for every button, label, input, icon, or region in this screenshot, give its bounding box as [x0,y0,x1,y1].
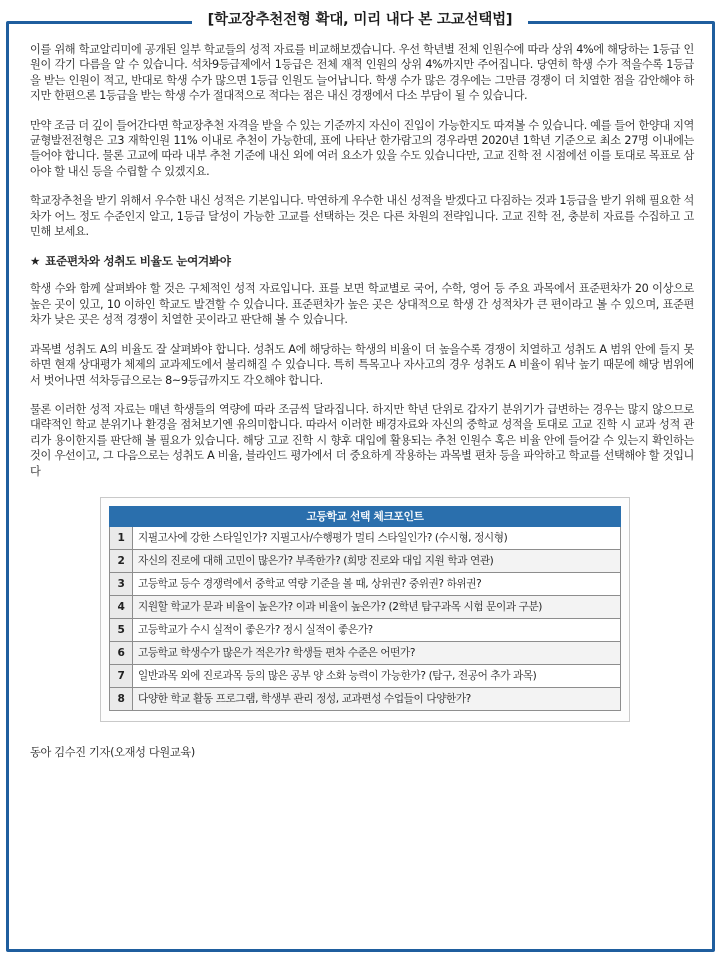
checklist-row [110,572,621,595]
checklist-table [109,506,621,711]
checklist-row-number: 2 [110,549,133,572]
title-bar [0,8,720,29]
checklist-row [110,526,621,549]
checklist-row [110,549,621,572]
checklist-row-number: 8 [110,687,133,710]
checklist-row-number: 1 [110,526,133,549]
checklist-row [110,618,621,641]
article-body [30,42,694,760]
checklist-row-text: 일반과목 외에 진로과목 등의 많은 공부 양 소화 능력이 가능한가? (탐구, 전공어 추가 과목) [133,664,621,687]
checklist-row-text: 고등학교가 수시 실적이 좋은가? 정시 실적이 좋은가? [133,618,621,641]
section-heading [30,253,694,269]
checklist-row-number: 3 [110,572,133,595]
checklist-row-number: 7 [110,664,133,687]
paragraph: 과목별 성취도 A의 비율도 잘 살펴봐야 합니다. 성취도 A에 해당하는 학생의 비율이 더 높을수록 경쟁이 치열하고 성취도 A 범위 안에 들지 못하면 현재 상대평가 체제의 교과제도에서 불리해질 수 있습니다. 특히 특목고나 자사고의 경우 성취도 A 비율이 워낙 높기 때문에 해당 범위에서 벗어나면 석차등급으로는 8~9등급까지도 각오해야 합니다. [30,342,694,387]
checklist-row [110,641,621,664]
checklist-row-number: 4 [110,595,133,618]
checklist-row-text: 지필고사에 강한 스타일인가? 지필고사/수행평가 멀티 스타일인가? (수시형, 정시형) [133,526,621,549]
section-heading-text: 표준편차와 성취도 비율도 눈여겨봐야 [45,254,231,269]
paragraph: 학생 수와 함께 살펴봐야 할 것은 구체적인 성적 자료입니다. 표를 보면 학교별로 국어, 수학, 영어 등 주요 과목에서 표준편차가 20 이상으로 높은 곳이 있고, 10 이하인 학교도 발견할 수 있습니다. 표준편차가 높은 곳은 상대적으로 학생 간 성적차가 큰 편이라고 볼 수 있으며, 표준편차가 낮은 곳은 성적 경쟁이 치열한 곳이라고 판단해 볼 수 있습니다. [30,282,694,327]
star-icon: ★ [30,254,41,269]
checklist-row [110,664,621,687]
checklist-header-row [110,506,621,526]
checklist-table-box [100,497,630,722]
checklist-row-text: 자신의 진로에 대해 고민이 많은가? 부족한가? (희망 진로와 대입 지원 학과 연관) [133,549,621,572]
checklist-body [110,526,621,710]
checklist-row [110,595,621,618]
byline: 동아 김수진 기자(오재성 다원교육) [30,745,195,759]
checklist-row [110,687,621,710]
checklist-row-text: 다양한 학교 활동 프로그램, 학생부 관리 정성, 교과편성 수업들이 다양한가? [133,687,621,710]
checklist-row-text: 지원할 학교가 문과 비율이 높은가? 이과 비율이 높은가? (2학년 탐구과목 시험 문이과 구분) [133,595,621,618]
checklist-row-text: 고등학교 등수 경쟁력에서 중학교 역량 기준을 볼 때, 상위권? 중위권? 하위권? [133,572,621,595]
checklist-row-number: 5 [110,618,133,641]
checklist-row-text: 고등학교 학생수가 많은가 적은가? 학생들 편차 수준은 어떤가? [133,641,621,664]
article-title: [학교장추천전형 확대, 미리 내다 본 고교선택법] [192,8,529,29]
paragraph: 학교장추천을 받기 위해서 우수한 내신 성적은 기본입니다. 막연하게 우수한 내신 성적을 받겠다고 다짐하는 것과 1등급을 받기 위해 필요한 석차가 어느 정도 수준인지 알고, 1등급 달성이 가능한 고교를 선택하는 것은 다른 차원의 전략입니다. 고교 진학 전, 충분히 자료를 수집하고 고민해 보세요. [30,194,694,239]
checklist-header: 고등학교 선택 체크포인트 [110,506,621,526]
paragraph: 물론 이러한 성적 자료는 매년 학생들의 역량에 따라 조금씩 달라집니다. 하지만 학년 단위로 갑자기 분위기가 급변하는 경우는 많지 않으므로 대략적인 학교 분위기나 환경을 점쳐보기엔 유의미합니다. 따라서 이러한 배경자료와 자신의 중학교 성적을 토대로 고교 진학 시 교과 성적 관리가 용이한지를 판단해 볼 필요가 있습니다. 해당 고교 진학 시 향후 대입에 활용되는 추천 인원수 혹은 비율 안에 들어갈 수 있는지 확인하는 것이 우선이고, 그 다음으로는 성취도 A 비율, 블라인드 평가에서 더 중요하게 작용하는 과목별 편차 등을 파악하고 학교를 선택해야 할 것입니다 [30,402,694,478]
paragraph: 이를 위해 학교알리미에 공개된 일부 학교들의 성적 자료를 비교해보겠습니다. 우선 학년별 전체 인원수에 따라 상위 4%에 해당하는 1등급 인원이 각기 다름을 알 수 있습니다. 석차9등급제에서 1등급은 전체 재적 인원의 상위 4%까지만 주어집니다. 당연히 학생 수가 적을수록 1등급을 받는 인원이 적고, 반대로 학생 수가 많으면 1등급 인원도 늘어납니다. 학생 수가 많은 경우에는 그만큼 경쟁이 더 치열한 점을 감안해야 하지만 한편으론 1등급을 받는 학생 수가 절대적으로 적다는 점은 내신 경쟁에서 다소 부담이 될 수 있습니다. [30,43,694,103]
checklist-row-number: 6 [110,641,133,664]
paragraph: 만약 조금 더 깊이 들어간다면 학교장추천 자격을 받을 수 있는 기준까지 자신이 진입이 가능한지도 따져볼 수 있습니다. 예를 들어 한양대 지역균형발전전형은 고3 재학인원 11% 이내로 추천이 가능한데, 표에 나타난 한가람고의 경우라면 2020년 1학년 기준으로 최소 27명 이내에는 들어야 합니다. 물론 고교에 따라 내부 추천 기준에 내신 외에 여러 요소가 있을 수도 있습니다만, 고교 진학 전 시점에선 이를 토대로 목표로 삼아야 할 내신 등을 수립할 수 있겠지요. [30,118,694,178]
